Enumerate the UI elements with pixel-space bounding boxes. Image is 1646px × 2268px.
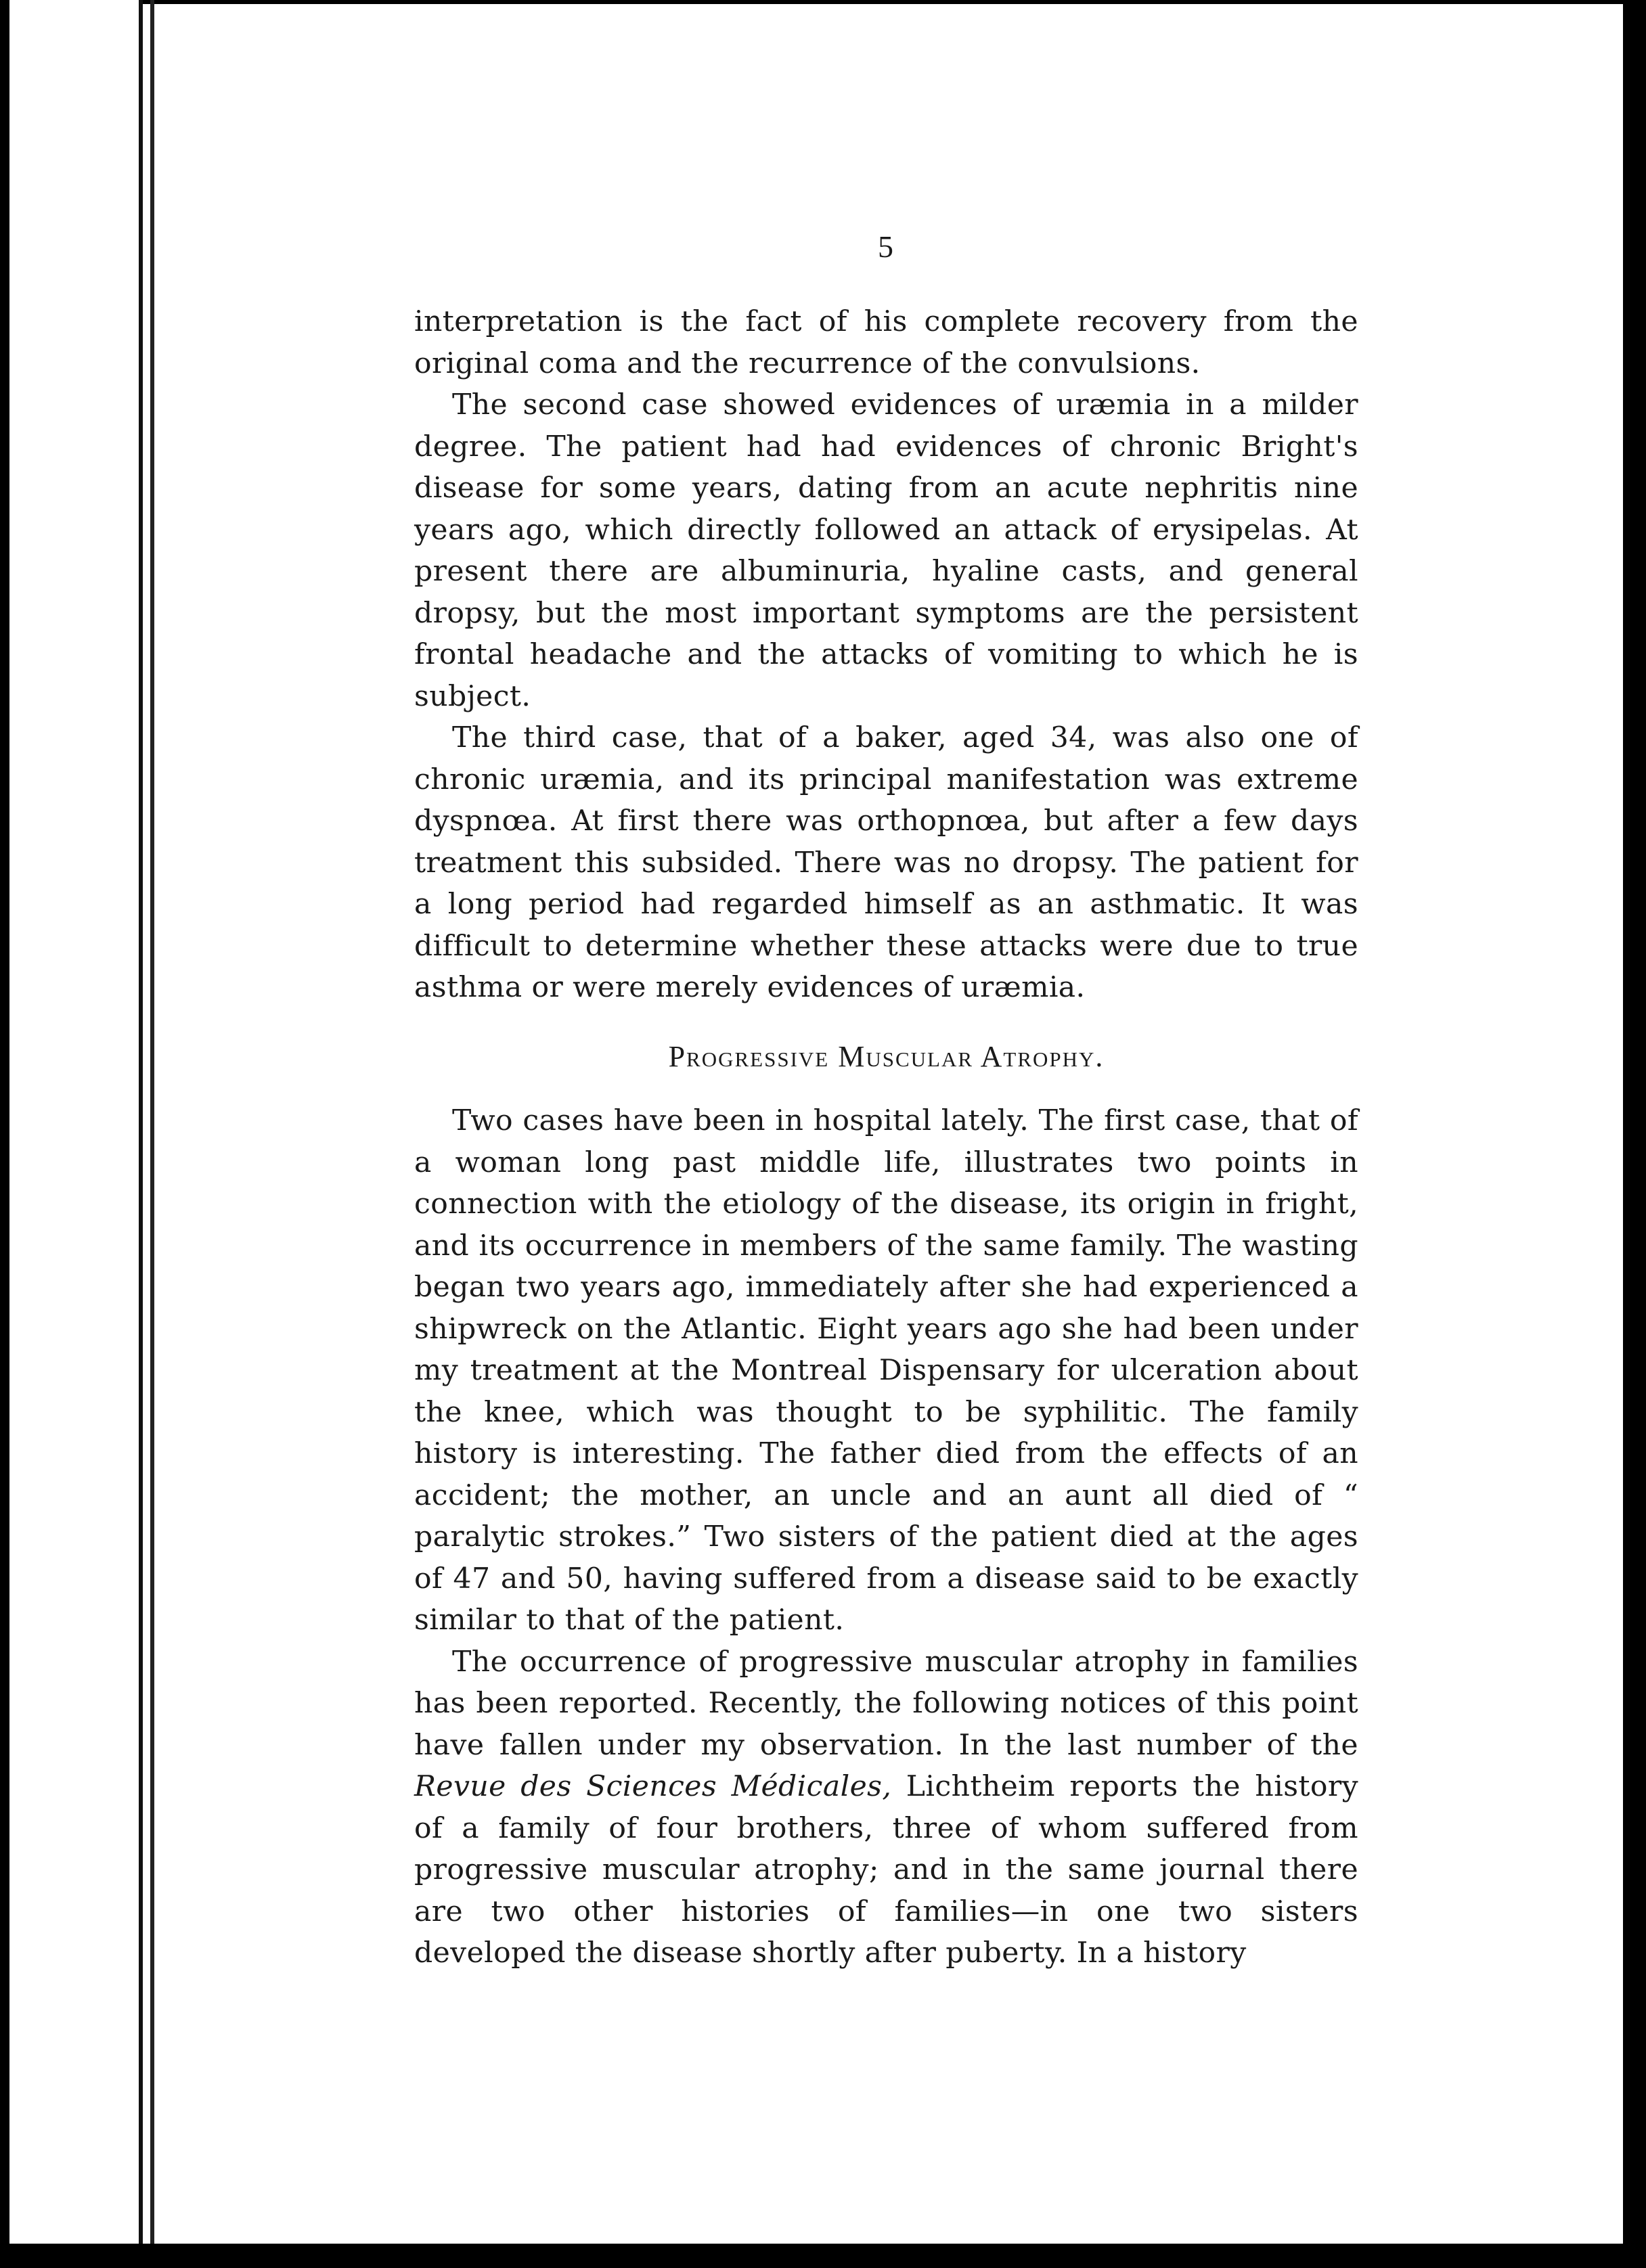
paragraph: Two cases have been in hospital lately. The first case, that of a woman long past middle life, illustrates two points in connection with the etiology of the disease, its origin in fright, and its occurrence in members of the same family. The wasting began two years ago, immediately after she had experienced a shipwreck on the Atlantic. Eight years ago she had been under my treatment at the Montreal Dispensary for ulceration about the knee, which was thought to be syphilitic. The family history is interesting. The father died from the effects of an accident; the mother, an uncle and an aunt all died of “ paralytic strokes.” Two sisters of the patient died at the ages of 47 and 50, having suffered from a disease said to be exactly similar to that of the patient. (414, 1104, 1358, 1637)
paragraph-text: The occurrence of progressive muscular atrophy in families has been reported. Recently, the following notices of this point have fallen under my observation. In the last number of the (414, 1645, 1358, 1762)
binding-line (150, 0, 154, 2268)
scan-border-top (0, 0, 1646, 4)
scan-border-right (1623, 0, 1646, 2268)
paragraph: interpretation is the fact of his complete recovery from the original coma and the recurrence of the convulsions. (414, 305, 1358, 380)
page-number: 5 (878, 229, 893, 264)
paragraph: The second case showed evidences of uræmia in a milder degree. The patient had had evidences of chronic Bright's disease for some years, dating from an acute nephritis nine years ago, which directly followed an attack of erysipelas. At present there are albuminuria, hyaline casts, and general dropsy, but the most important symptoms are the persistent frontal headache and the attacks of vomiting to which he is subject. (414, 388, 1358, 713)
scan-border-left (0, 0, 142, 2268)
paragraph: The third case, that of a baker, aged 34, was also one of chronic uræmia, and its principal manifestation was extreme dyspnœa. At first there was orthopnœa, but after a few days treatment this subsided. There was no dropsy. The patient for a long period had regarded himself as an asthmatic. It was difficult to determine whether these attacks were due to true asthma or were merely evidences of uræmia. (414, 721, 1358, 1004)
section-heading: Progressive Muscular Atrophy. (668, 1039, 1105, 1073)
journal-title: Revue des Sciences Médicales, (414, 1770, 892, 1803)
scan-edge-bar (0, 0, 9, 2268)
body-text (414, 301, 1358, 1974)
paragraph (414, 1641, 1358, 1974)
paragraph-text: Lichtheim reports the history of a family of four brothers, three of whom suffered from progressive muscular atrophy; and in the same journal there are two other histories of families—in one two sisters developed the disease shortly after puberty. In a history (414, 1770, 1359, 1970)
binding-line (139, 0, 143, 2268)
scan-border-bottom (0, 2244, 1646, 2268)
